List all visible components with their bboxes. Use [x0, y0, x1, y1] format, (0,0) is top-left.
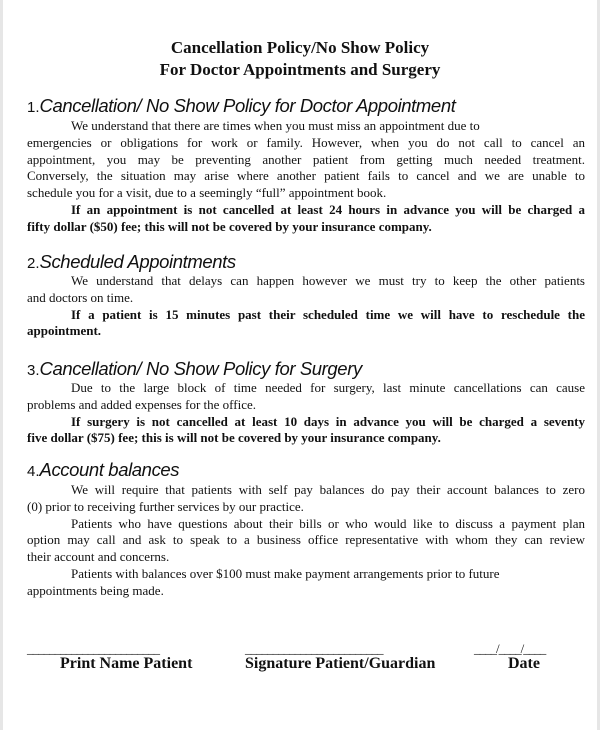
signature-label: Signature Patient/Guardian	[245, 655, 436, 672]
bold-text-line: fifty dollar ($50) fee; this will not be covered by your insurance company.	[27, 218, 432, 234]
page-edge-left	[0, 0, 3, 730]
section-1-heading	[27, 95, 455, 119]
bold-text-line: appointment.	[27, 323, 102, 339]
section-3-body	[27, 380, 585, 447]
signature-field[interactable]: _________________________	[245, 641, 383, 656]
print-name-label: Print Name Patient	[60, 655, 193, 672]
bold-text-line: five dollar ($75) fee; this is will not be covered by your insurance company.	[27, 430, 441, 446]
document-title-line2: For Doctor Appointments and Surgery	[159, 60, 441, 79]
text-line: We understand that delays can happen however we must try to keep the other patients	[71, 273, 585, 288]
section-4-body	[27, 482, 585, 600]
text-line: (0) prior to receiving further services by our practice.	[27, 498, 304, 514]
text-line: problems and added expenses for the office.	[27, 396, 256, 412]
section-number: 3.	[27, 362, 40, 379]
section-2-heading	[27, 251, 236, 275]
date-label: Date	[508, 655, 540, 672]
section-2-body	[27, 273, 585, 340]
text-line: appointment, you may be preventing another patient from getting much needed treatment.	[27, 151, 585, 167]
date-field[interactable]: ____/____/____	[474, 641, 546, 656]
section-title: Account balances	[39, 459, 180, 480]
section-title: Cancellation/ No Show Policy for Surgery	[39, 358, 362, 379]
text-line: Conversely, the situation may arise where another patient fails to cancel and we are unable to	[27, 168, 585, 184]
text-line: option may call and ask to speak to a business office representative with whom they can review	[27, 532, 585, 548]
text-line: their account and concerns.	[27, 549, 170, 565]
text-line: Due to the large block of time needed for surgery, last minute cancellations can cause	[71, 380, 585, 395]
print-name-field[interactable]: ________________________	[27, 641, 159, 656]
text-line: Patients with balances over $100 must make payment arrangements prior to future	[71, 565, 500, 581]
section-number: 2.	[27, 255, 40, 272]
bold-text-line: If a patient is 15 minutes past their scheduled time we will have to reschedule the	[71, 306, 585, 322]
document-title-line1: Cancellation Policy/No Show Policy	[170, 38, 430, 57]
section-number: 1.	[27, 99, 40, 116]
section-4-heading	[27, 459, 179, 483]
text-line: We understand that there are times when you must miss an appointment due to	[71, 118, 480, 133]
section-3-heading	[27, 358, 362, 382]
text-line: emergencies or obligations for work or family. However, when you do not call to cancel an	[27, 134, 585, 150]
text-line: schedule you for a visit, due to a seemingly “full” appointment book.	[27, 185, 387, 201]
text-line: appointments being made.	[27, 582, 164, 598]
text-line: and doctors on time.	[27, 289, 134, 305]
section-number: 4.	[27, 463, 40, 480]
bold-text-line: If surgery is not cancelled at least 10 days in advance you will be charged a seventy	[71, 413, 585, 429]
text-line: We will require that patients with self pay balances do pay their account balances to zero	[71, 482, 585, 497]
section-title: Cancellation/ No Show Policy for Doctor Appointment	[39, 95, 456, 116]
section-1-body	[27, 118, 585, 236]
bold-text-line: If an appointment is not cancelled at least 24 hours in advance you will be charged a	[71, 201, 585, 217]
text-line: Patients who have questions about their bills or who would like to discuss a payment plan	[71, 515, 585, 531]
section-title: Scheduled Appointments	[39, 251, 236, 272]
